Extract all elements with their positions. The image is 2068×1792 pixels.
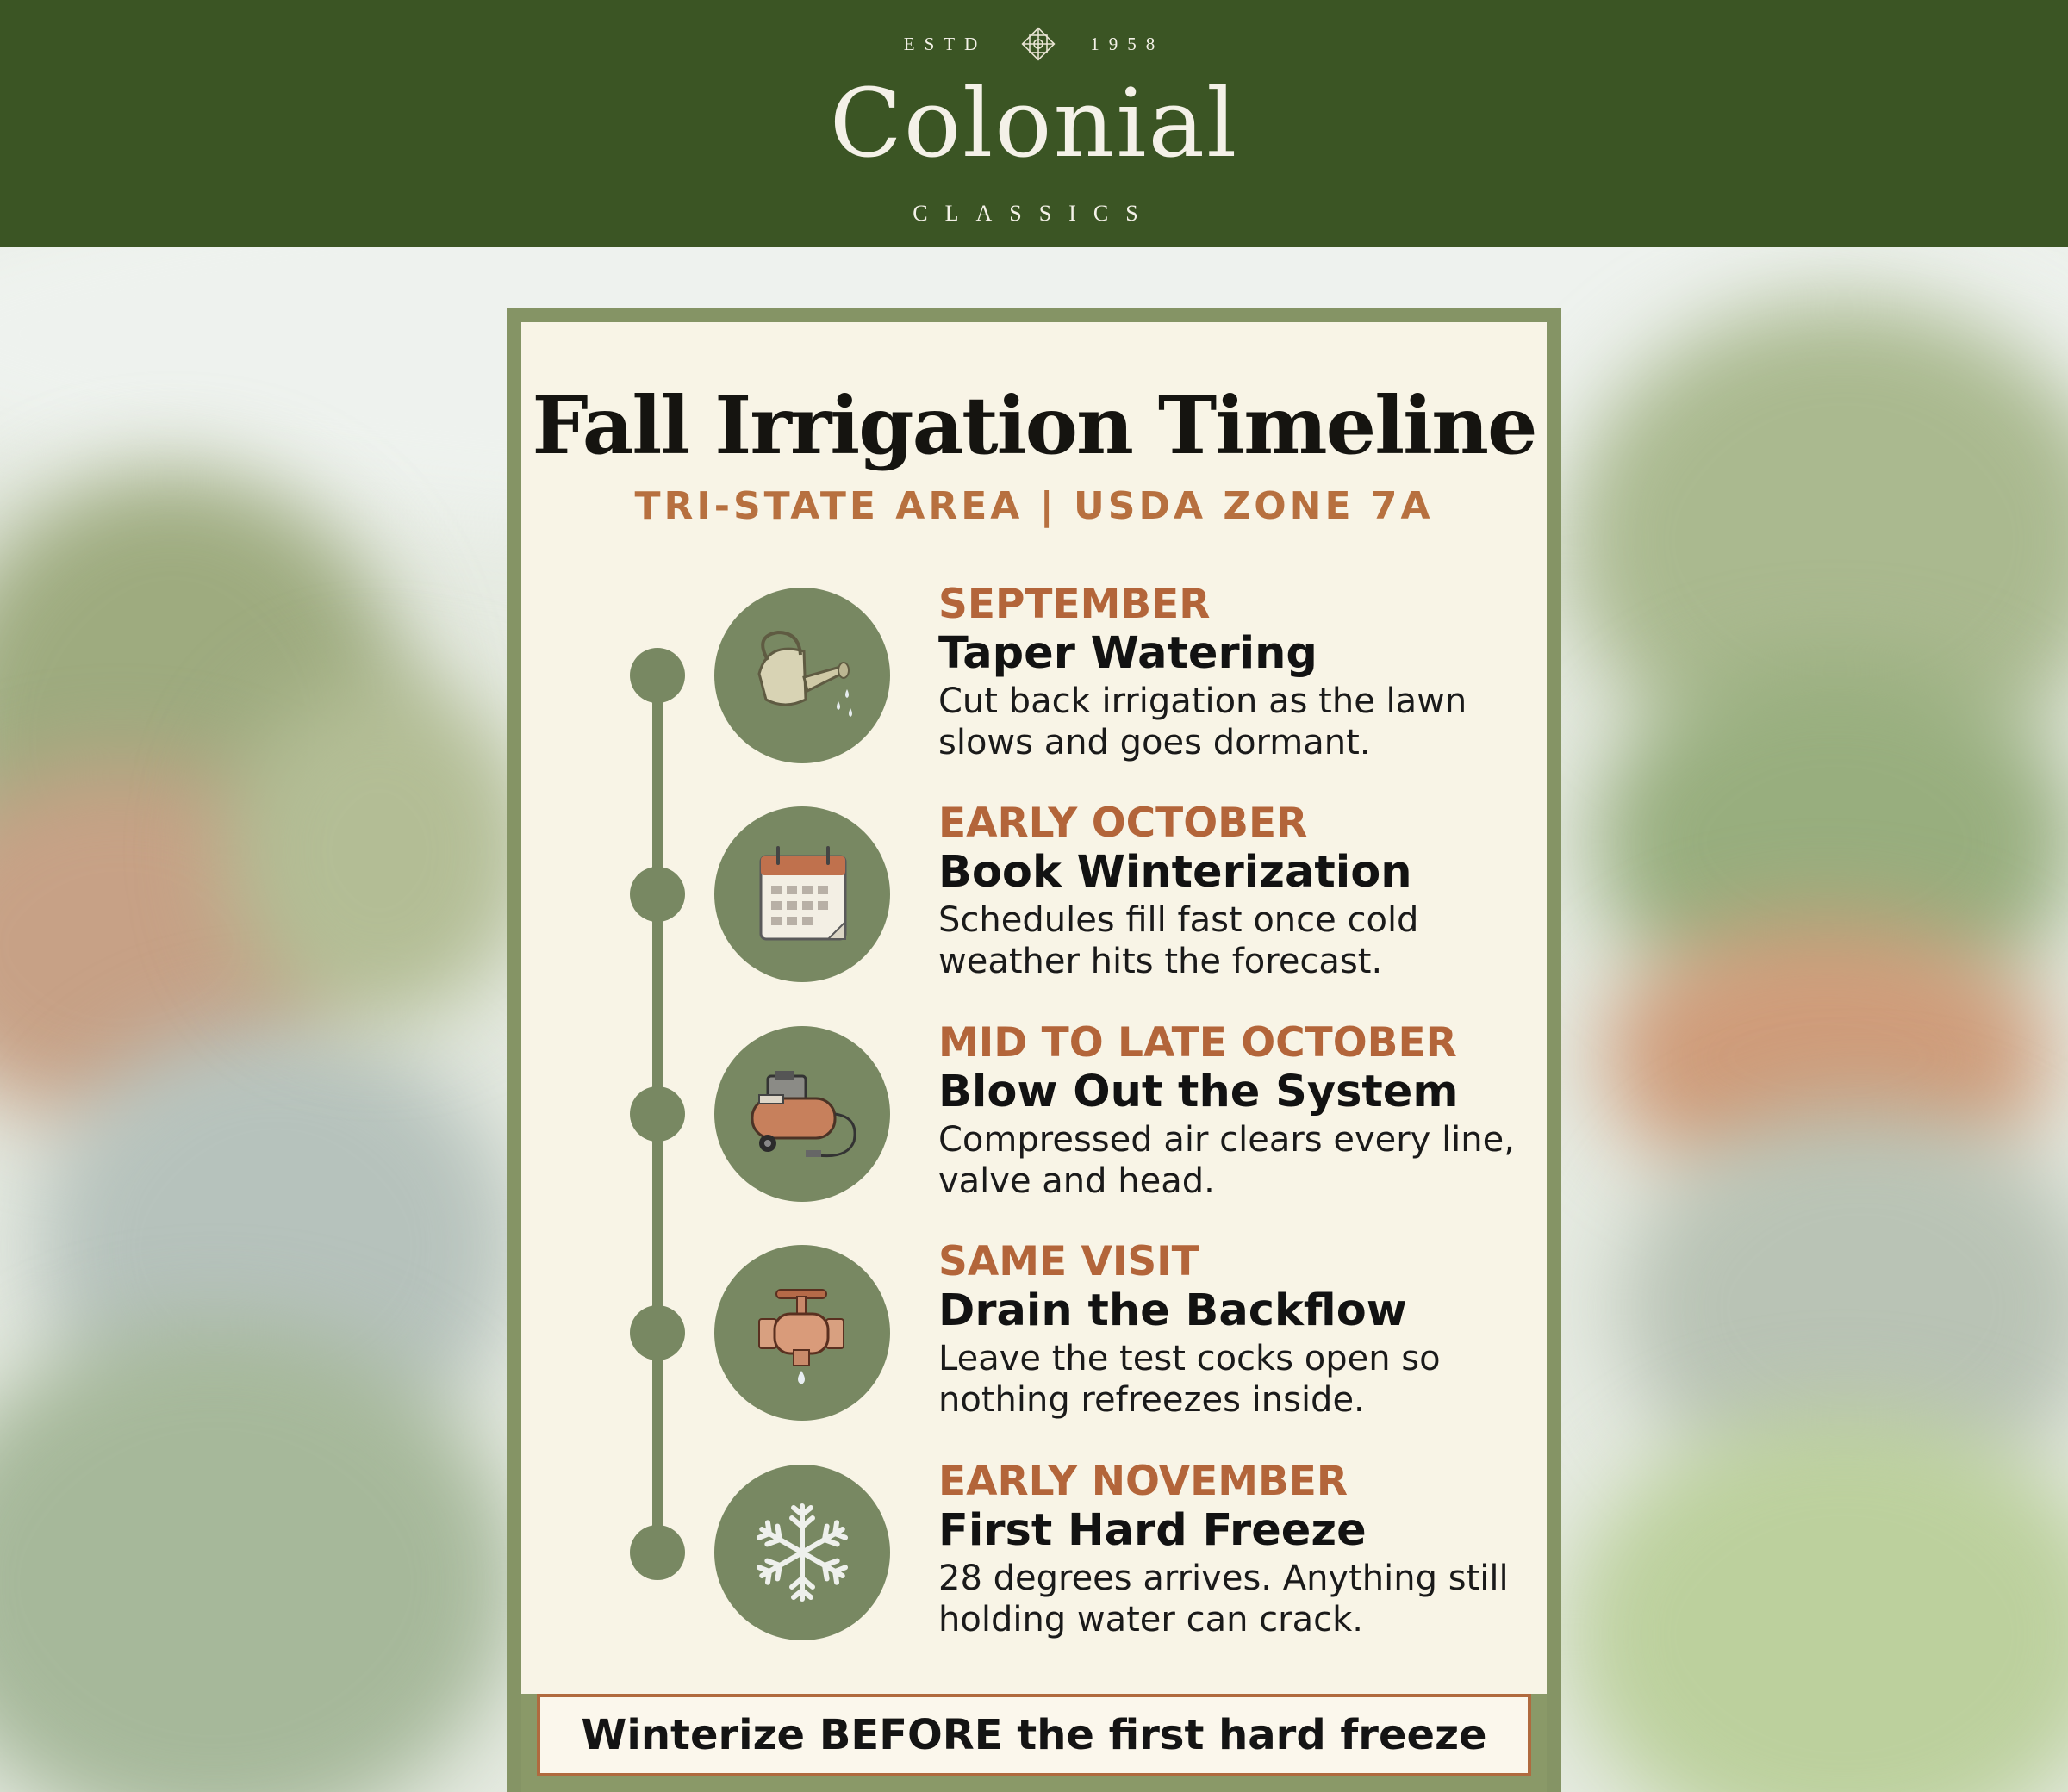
timeline-step bbox=[938, 1019, 1524, 1202]
step-icon-circle bbox=[714, 588, 890, 763]
estd-label: ESTD bbox=[903, 33, 987, 54]
step-icon-circle bbox=[714, 1026, 890, 1202]
step-title: Book Winterization bbox=[938, 847, 1412, 898]
timeline-dot bbox=[630, 648, 685, 703]
brand-logo-text: Colonial bbox=[829, 68, 1239, 178]
timeline-step bbox=[938, 800, 1524, 982]
step-description: Leave the test cocks open so nothing refreezes inside. bbox=[938, 1339, 1441, 1420]
timeline-dot bbox=[630, 1305, 685, 1360]
brand-sub-text: CLASSICS bbox=[913, 201, 1155, 226]
timeline-dot bbox=[630, 1086, 685, 1142]
timeline-dot bbox=[630, 1525, 685, 1580]
snowflake-icon bbox=[733, 1484, 871, 1621]
brand-header bbox=[0, 0, 2068, 247]
page-title: Fall Irrigation Timeline bbox=[532, 379, 1536, 472]
step-description: Compressed air clears every line, valve and head. bbox=[938, 1120, 1515, 1201]
step-month: SEPTEMBER bbox=[938, 581, 1211, 628]
step-month: MID TO LATE OCTOBER bbox=[938, 1019, 1457, 1067]
timeline-step bbox=[938, 1238, 1524, 1421]
timeline-dot bbox=[630, 867, 685, 922]
established-row bbox=[0, 22, 2068, 65]
footer-callout: Winterize BEFORE the first hard freeze bbox=[537, 1694, 1531, 1776]
step-description: 28 degrees arrives. Anything still holding water can crack. bbox=[938, 1559, 1509, 1640]
step-icon-circle bbox=[714, 1245, 890, 1421]
step-description: Schedules fill fast once cold weather hits the forecast. bbox=[938, 900, 1419, 981]
ornament-icon bbox=[1018, 23, 1059, 65]
step-month: EARLY OCTOBER bbox=[938, 800, 1308, 847]
step-description: Cut back irrigation as the lawn slows and goes dormant. bbox=[938, 681, 1467, 762]
timeline-step bbox=[938, 581, 1524, 763]
step-title: Blow Out the System bbox=[938, 1067, 1459, 1117]
step-title: Drain the Backflow bbox=[938, 1285, 1407, 1336]
calendar-icon bbox=[733, 825, 871, 963]
step-month: EARLY NOVEMBER bbox=[938, 1458, 1349, 1505]
step-month: SAME VISIT bbox=[938, 1238, 1199, 1285]
timeline-card-inner bbox=[521, 322, 1547, 1792]
step-title: Taper Watering bbox=[938, 628, 1317, 679]
page-subtitle: TRI-STATE AREA | USDA ZONE 7A bbox=[634, 484, 1434, 528]
faucet-valve-icon bbox=[733, 1264, 871, 1402]
timeline-step bbox=[938, 1458, 1524, 1640]
step-title: First Hard Freeze bbox=[938, 1505, 1367, 1556]
timeline-card bbox=[507, 308, 1561, 1792]
air-compressor-icon bbox=[733, 1045, 871, 1183]
watering-can-icon bbox=[733, 607, 871, 744]
step-icon-circle bbox=[714, 806, 890, 982]
estd-year: 1958 bbox=[1090, 33, 1165, 54]
step-icon-circle bbox=[714, 1465, 890, 1640]
